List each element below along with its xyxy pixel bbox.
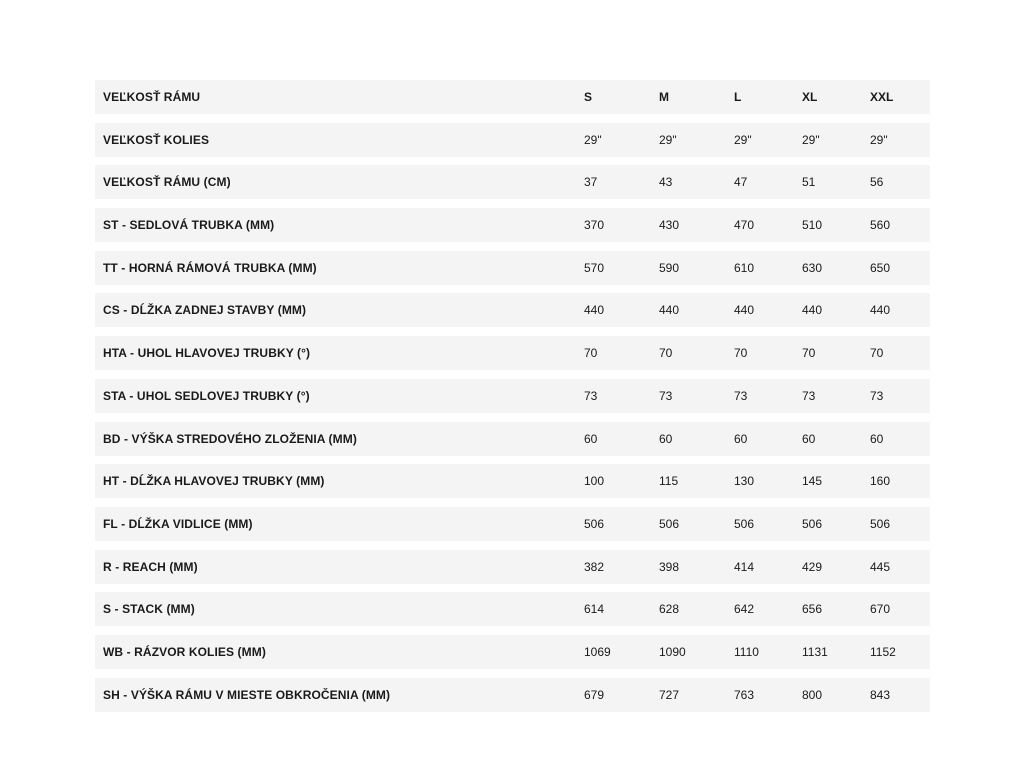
row-value-l: 130 [734,474,755,489]
geometry-table [95,80,930,720]
row-value-m: 29" [659,132,677,147]
row-label: ST - SEDLOVÁ TRUBKA (MM) [103,218,275,233]
row-label: VEĽKOSŤ RÁMU (CM) [103,175,231,190]
row-value-s: 382 [584,559,605,574]
row-value-m: 70 [659,346,673,361]
row-value-l: 610 [734,260,755,275]
row-value-l: 1110 [734,644,759,659]
row-value-s: 37 [584,175,598,190]
row-value-xxl: 440 [870,303,891,318]
row-value-s: 570 [584,260,605,275]
table-row [95,678,930,712]
row-value-xxl: 70 [870,346,884,361]
row-label: HT - DĹŽKA HLAVOVEJ TRUBKY (MM) [103,474,325,489]
row-value-s: 73 [584,388,598,403]
row-value-xl: 656 [802,602,823,617]
table-row [95,165,930,199]
row-label: BD - VÝŠKA STREDOVÉHO ZLOŽENIA (MM) [103,431,357,446]
row-value-l: 506 [734,516,755,531]
row-label: TT - HORNÁ RÁMOVÁ TRUBKA (MM) [103,260,317,275]
table-row [95,123,930,157]
row-value-l: 70 [734,346,748,361]
table-header-row [95,80,930,114]
table-body [95,123,930,712]
row-value-xl: 506 [802,516,823,531]
row-label: WB - RÁZVOR KOLIES (MM) [103,644,266,659]
row-value-l: 763 [734,687,755,702]
row-value-xxl: 56 [870,175,884,190]
row-value-m: 628 [659,602,680,617]
row-value-l: 414 [734,559,755,574]
row-value-l: 642 [734,602,755,617]
row-value-l: 47 [734,175,748,190]
row-value-xxl: 29" [870,132,888,147]
row-value-s: 679 [584,687,605,702]
row-value-s: 29" [584,132,602,147]
table-row [95,422,930,456]
row-value-xxl: 560 [870,218,891,233]
row-label: VEĽKOSŤ KOLIES [103,132,210,147]
table-row [95,208,930,242]
row-value-l: 29" [734,132,752,147]
row-value-xxl: 650 [870,260,891,275]
row-value-xxl: 1152 [870,644,896,659]
row-value-xl: 510 [802,218,823,233]
row-value-s: 1069 [584,644,611,659]
row-value-xl: 145 [802,474,823,489]
table-row [95,464,930,498]
row-value-xl: 70 [802,346,816,361]
row-value-xl: 800 [802,687,823,702]
row-value-xl: 51 [802,175,816,190]
row-value-m: 60 [659,431,673,446]
row-value-s: 60 [584,431,598,446]
table-row [95,550,930,584]
row-value-s: 614 [584,602,605,617]
row-value-xxl: 445 [870,559,891,574]
header-size-s: S [584,90,593,104]
row-label: R - REACH (MM) [103,559,198,574]
row-value-s: 370 [584,218,605,233]
row-value-m: 1090 [659,644,686,659]
table-row [95,507,930,541]
row-value-s: 440 [584,303,605,318]
row-value-l: 60 [734,431,748,446]
table-row [95,379,930,413]
row-value-xxl: 506 [870,516,891,531]
row-value-xxl: 160 [870,474,891,489]
row-value-m: 43 [659,175,673,190]
row-value-xl: 429 [802,559,823,574]
row-value-xxl: 60 [870,431,884,446]
row-label: S - STACK (MM) [103,602,195,617]
row-value-s: 100 [584,474,605,489]
row-value-l: 73 [734,388,748,403]
row-value-xl: 1131 [802,644,828,659]
table-row [95,635,930,669]
row-value-s: 70 [584,346,598,361]
row-value-s: 506 [584,516,605,531]
table-row [95,293,930,327]
header-size-xxl: XXL [870,90,894,104]
table-row [95,251,930,285]
row-value-m: 727 [659,687,680,702]
row-value-xxl: 73 [870,388,884,403]
row-value-xl: 440 [802,303,823,318]
row-value-xl: 29" [802,132,820,147]
row-value-l: 470 [734,218,755,233]
row-label: CS - DĹŽKA ZADNEJ STAVBY (MM) [103,303,307,318]
row-value-xl: 60 [802,431,816,446]
row-value-xl: 73 [802,388,816,403]
row-value-m: 590 [659,260,680,275]
header-size-l: L [734,90,742,104]
row-value-l: 440 [734,303,755,318]
row-value-m: 115 [659,474,679,489]
header-label: VEĽKOSŤ RÁMU [103,90,201,104]
row-value-m: 506 [659,516,680,531]
header-size-m: M [659,90,669,104]
table-row [95,592,930,626]
row-value-m: 398 [659,559,680,574]
row-value-m: 440 [659,303,680,318]
row-label: SH - VÝŠKA RÁMU V MIESTE OBKROČENIA (MM) [103,687,391,702]
header-size-xl: XL [802,90,818,104]
row-value-xxl: 843 [870,687,891,702]
row-label: STA - UHOL SEDLOVEJ TRUBKY (°) [103,388,310,403]
row-label: HTA - UHOL HLAVOVEJ TRUBKY (°) [103,346,311,361]
row-value-m: 430 [659,218,680,233]
row-value-xl: 630 [802,260,823,275]
row-value-xxl: 670 [870,602,891,617]
table-row [95,336,930,370]
row-value-m: 73 [659,388,673,403]
row-label: FL - DĹŽKA VIDLICE (MM) [103,516,253,531]
